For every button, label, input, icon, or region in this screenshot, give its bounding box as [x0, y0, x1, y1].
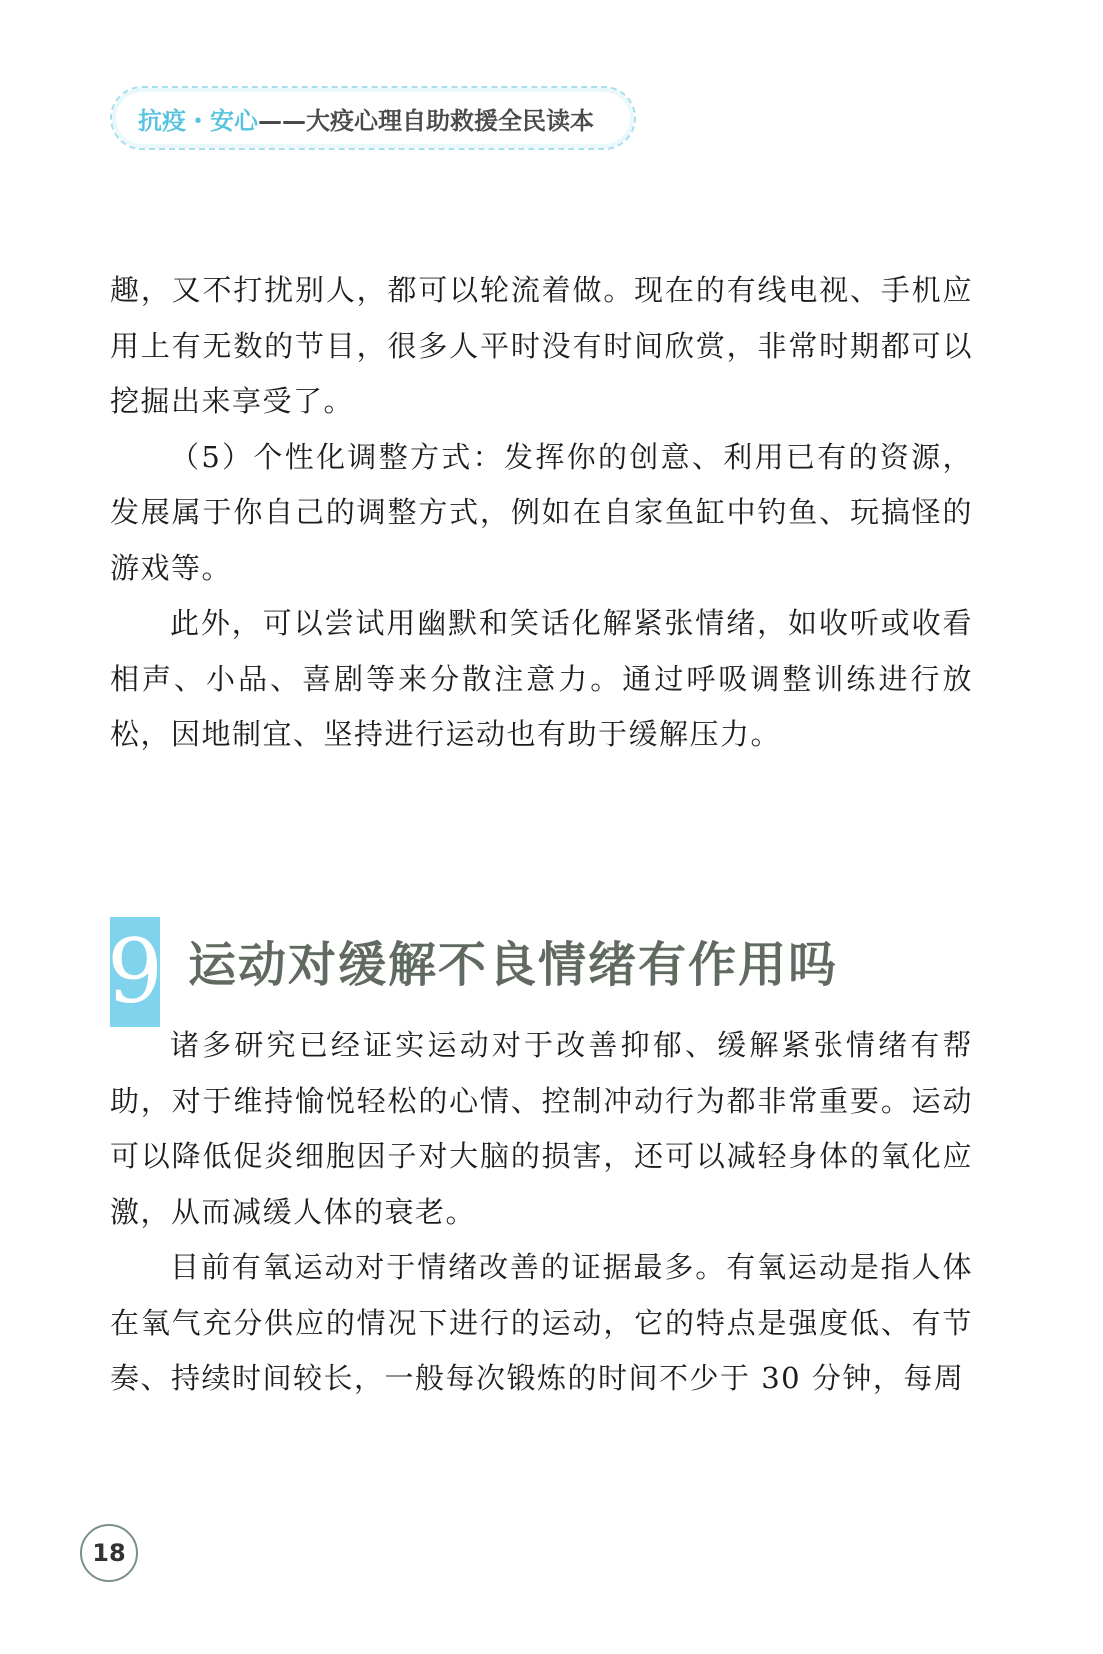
paragraph-aerobic: 目前有氧运动对于情绪改善的证据最多。有氧运动是指人体在氧气充分供应的情况下进行的运动，它的特点是强度低、有节奏、持续时间较长，一般每次锻炼的时间不少于 30 分钟，每周 [110, 1250, 973, 1395]
paragraph-continuation: 趣，又不打扰别人，都可以轮流着做。现在的有线电视、手机应用上有无数的节目，很多人平时没有时间欣赏，非常时期都可以挖掘出来享受了。 [110, 273, 973, 418]
page-number: 18 [80, 1524, 138, 1582]
top-text-block [110, 263, 973, 763]
header-accent-text: 抗疫・安心 [138, 106, 258, 135]
paragraph-research: 诸多研究已经证实运动对于改善抑郁、缓解紧张情绪有帮助，对于维持愉悦轻松的心情、控制冲动行为都非常重要。运动可以降低促炎细胞因子对大脑的损害，还可以减轻身体的氧化应激，从而减缓人体的衰老。 [110, 1028, 973, 1229]
section-number: 9 [107, 920, 163, 1023]
paragraph-humor: 此外，可以尝试用幽默和笑话化解紧张情绪，如收听或收看相声、小品、喜剧等来分散注意力。通过呼吸调整训练进行放松，因地制宜、坚持进行运动也有助于缓解压力。 [110, 606, 973, 751]
running-header [110, 86, 636, 150]
paragraph-item-5: （5）个性化调整方式：发挥你的创意、利用已有的资源，发展属于你自己的调整方式，例如在自家鱼缸中钓鱼、玩搞怪的游戏等。 [110, 439, 973, 585]
bottom-text-block [110, 1018, 973, 1407]
section-title: 运动对缓解不良情绪有作用吗 [188, 937, 839, 993]
section-number-block [107, 917, 163, 1027]
header-title-text: ——大疫心理自助救援全民读本 [258, 106, 594, 135]
